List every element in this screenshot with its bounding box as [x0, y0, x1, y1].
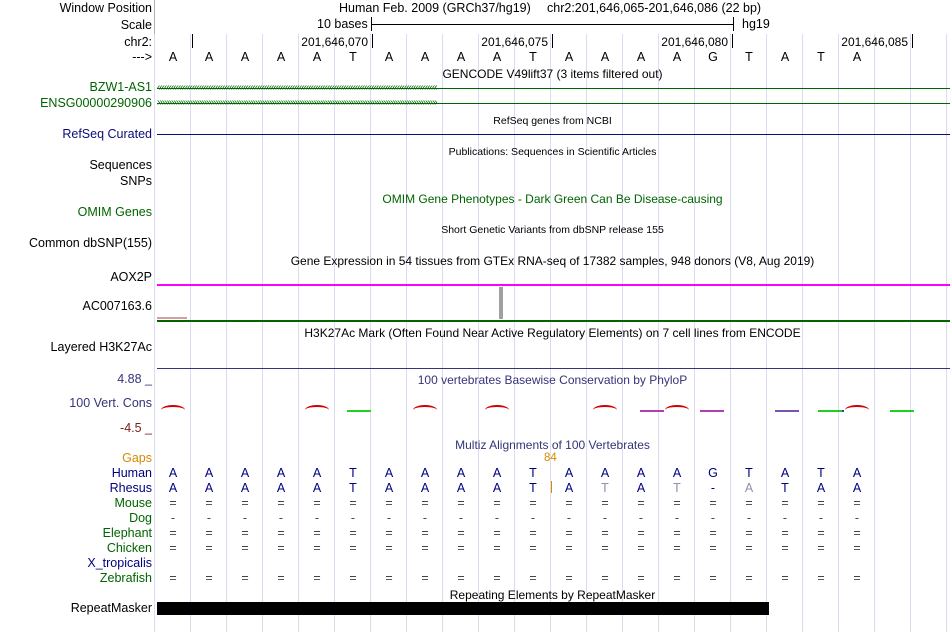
alignment-base: =: [673, 496, 681, 510]
alignment-base: A: [564, 481, 574, 495]
h3k27ac-track-title[interactable]: H3K27Ac Mark (Often Found Near Active Regulatory Elements) on 7 cell lines from ENCODE: [304, 326, 801, 340]
alignment-base: A: [456, 481, 466, 495]
alignment-base: =: [745, 541, 753, 555]
alignment-base: -: [170, 511, 176, 525]
alignment-base: G: [708, 466, 718, 480]
alignment-base: =: [853, 496, 861, 510]
base-letter: A: [384, 50, 394, 64]
alignment-base: =: [493, 496, 501, 510]
omim-track-title[interactable]: OMIM Gene Phenotypes - Dark Green Can Be Disease-causing: [382, 192, 723, 206]
base-letter: A: [420, 50, 430, 64]
species-label[interactable]: Human: [111, 466, 152, 480]
alignment-base: -: [458, 511, 464, 525]
ruler-tick: [732, 34, 733, 48]
alignment-base: A: [168, 466, 178, 480]
gap-count[interactable]: 84: [544, 452, 557, 464]
alignment-base: =: [673, 571, 681, 585]
alignment-base: T: [349, 481, 357, 495]
phylop-peak: [845, 405, 869, 415]
alignment-base: =: [709, 571, 717, 585]
alignment-base: -: [746, 511, 752, 525]
gencode-gene1-label[interactable]: BZW1-AS1: [89, 80, 152, 94]
alignment-base: =: [781, 496, 789, 510]
alignment-base: =: [277, 541, 285, 555]
gtex-gene2-line[interactable]: [157, 320, 950, 322]
alignment-base: A: [204, 466, 214, 480]
alignment-base: =: [457, 496, 465, 510]
alignment-base: =: [529, 541, 537, 555]
alignment-base: T: [529, 481, 537, 495]
gencode-gene2-label[interactable]: ENSG00000290906: [40, 96, 152, 110]
gtex-small-bar: [157, 317, 187, 319]
species-label[interactable]: Mouse: [114, 496, 152, 510]
omim-track-label[interactable]: OMIM Genes: [77, 205, 152, 219]
alignment-base: -: [674, 511, 680, 525]
alignment-base: =: [205, 496, 213, 510]
phylop-peak: [305, 405, 329, 415]
alignment-base: =: [313, 526, 321, 540]
alignment-base: =: [385, 571, 393, 585]
base-letter: A: [276, 50, 286, 64]
alignment-base: A: [420, 466, 430, 480]
phylop-track-title[interactable]: 100 vertebrates Basewise Conservation by PhyloP: [417, 373, 688, 387]
alignment-base: -: [242, 511, 248, 525]
base-letter: A: [780, 50, 790, 64]
alignment-base: -: [782, 511, 788, 525]
gencode-gene2-feature[interactable]: [157, 97, 950, 109]
base-letter: T: [745, 50, 753, 64]
multiz-track-title[interactable]: Multiz Alignments of 100 Vertebrates: [455, 438, 650, 452]
gtex-gene2-label[interactable]: AC007163.6: [82, 299, 152, 313]
db-label: hg19: [742, 17, 770, 31]
alignment-base: =: [421, 496, 429, 510]
alignment-base: =: [565, 541, 573, 555]
alignment-base: A: [420, 481, 430, 495]
alignment-base: =: [709, 526, 717, 540]
phylop-value: [640, 410, 664, 412]
base-letter: T: [349, 50, 357, 64]
phylop-peak: [485, 405, 509, 415]
alignment-base: =: [745, 496, 753, 510]
refseq-feature[interactable]: [157, 134, 950, 135]
alignment-base: A: [780, 466, 790, 480]
alignment-base: =: [781, 571, 789, 585]
alignment-base: =: [241, 496, 249, 510]
alignment-base: =: [637, 496, 645, 510]
gtex-expression-bar[interactable]: [499, 287, 503, 319]
alignment-base: =: [745, 526, 753, 540]
base-letter: A: [564, 50, 574, 64]
repeatmasker-feature[interactable]: [157, 602, 769, 615]
alignment-base: A: [312, 481, 322, 495]
alignment-base: =: [385, 541, 393, 555]
phylop-value: [775, 410, 799, 412]
alignment-base: -: [854, 511, 860, 525]
alignment-base: =: [673, 526, 681, 540]
alignment-base: -: [278, 511, 284, 525]
alignment-base: =: [349, 526, 357, 540]
alignment-base: =: [169, 571, 177, 585]
ruler-position-label: 201,646,080: [661, 35, 728, 49]
phylop-value: [890, 410, 914, 412]
alignment-base: =: [169, 496, 177, 510]
alignment-base: A: [240, 466, 250, 480]
alignment-base: A: [636, 481, 646, 495]
refseq-track-label[interactable]: RefSeq Curated: [62, 127, 152, 141]
alignment-base: =: [853, 541, 861, 555]
alignment-base: -: [422, 511, 428, 525]
alignment-base: =: [673, 541, 681, 555]
window-coords: chr2:201,646,065-201,646,086 (22 bp): [547, 1, 762, 15]
alignment-base: -: [818, 511, 824, 525]
alignment-base: A: [168, 481, 178, 495]
ruler-position-label: 201,646,070: [301, 35, 368, 49]
window-position-label: Window Position: [59, 1, 152, 15]
alignment-base: =: [529, 496, 537, 510]
alignment-base: T: [601, 481, 609, 495]
alignment-base: T: [817, 466, 825, 480]
scale-bar-text: 10 bases: [317, 17, 368, 31]
alignment-base: =: [529, 571, 537, 585]
publications-track-title[interactable]: Publications: Sequences in Scientific Articles: [448, 146, 657, 158]
alignment-base: -: [314, 511, 320, 525]
alignment-base: A: [600, 466, 610, 480]
alignment-base: =: [601, 526, 609, 540]
scale-label: Scale: [120, 18, 152, 32]
alignment-base: =: [349, 571, 357, 585]
base-letter: A: [456, 50, 466, 64]
alignment-base: T: [529, 466, 537, 480]
phylop-max-label: 4.88 _: [117, 372, 152, 386]
alignment-base: =: [493, 571, 501, 585]
alignment-base: =: [241, 526, 249, 540]
alignment-base: =: [385, 526, 393, 540]
alignment-base: =: [457, 526, 465, 540]
alignment-base: =: [709, 496, 717, 510]
alignment-base: =: [565, 496, 573, 510]
alignment-base: =: [421, 571, 429, 585]
ruler-tick: [912, 34, 913, 48]
alignment-base: =: [709, 541, 717, 555]
base-letter: A: [636, 50, 646, 64]
base-letter: A: [600, 50, 610, 64]
alignment-base: T: [745, 466, 753, 480]
alignment-base: A: [672, 466, 682, 480]
alignment-base: =: [457, 541, 465, 555]
alignment-base: A: [240, 481, 250, 495]
alignment-base: =: [241, 571, 249, 585]
alignment-base: =: [817, 541, 825, 555]
base-letter: T: [529, 50, 537, 64]
base-letter: G: [708, 50, 718, 64]
phylop-peak: [413, 405, 437, 415]
species-label[interactable]: Chicken: [106, 541, 152, 555]
gtex-gene1-line[interactable]: [157, 284, 950, 286]
alignment-base: A: [276, 481, 286, 495]
alignment-base: =: [421, 541, 429, 555]
alignment-base: A: [564, 466, 574, 480]
phylop-min-label: -4.5 _: [120, 421, 152, 435]
alignment-base: =: [277, 526, 285, 540]
alignment-base: =: [277, 496, 285, 510]
gencode-track-title[interactable]: GENCODE V49lift37 (3 items filtered out): [442, 67, 663, 81]
alignment-base: A: [312, 466, 322, 480]
phylop-value: [700, 410, 724, 412]
alignment-base: T: [781, 481, 789, 495]
alignment-base: =: [637, 541, 645, 555]
gtex-track-title[interactable]: Gene Expression in 54 tissues from GTEx RNA-seq of 17382 samples, 948 donors (V8, Aug 2019): [290, 254, 815, 268]
species-label[interactable]: Dog: [129, 511, 152, 525]
dbsnp-track-title[interactable]: Short Genetic Variants from dbSNP release 155: [441, 224, 664, 236]
alignment-base: A: [204, 481, 214, 495]
alignment-base: =: [169, 541, 177, 555]
alignment-base: -: [638, 511, 644, 525]
alignment-base: =: [205, 541, 213, 555]
alignment-base: A: [492, 466, 502, 480]
base-letter: A: [672, 50, 682, 64]
alignment-base: =: [853, 571, 861, 585]
alignment-base: -: [494, 511, 500, 525]
alignment-base: T: [673, 481, 681, 495]
phylop-value: [818, 410, 842, 412]
alignment-base: -: [530, 511, 536, 525]
alignment-base: =: [853, 526, 861, 540]
alignment-base: =: [205, 571, 213, 585]
ruler-tick: [372, 34, 373, 48]
strand-arrows: ‹‹‹‹‹‹‹‹‹‹‹‹‹‹‹‹‹‹‹‹‹‹‹‹‹‹‹‹‹‹‹‹‹‹‹‹‹‹‹‹‹‹‹‹‹‹‹‹‹‹‹‹‹‹‹‹‹‹‹‹‹‹‹‹‹‹‹‹‹‹‹‹‹‹‹‹‹‹‹‹‹‹‹‹‹‹‹‹‹‹‹‹‹‹‹‹‹‹‹‹‹‹‹‹‹‹‹‹‹‹‹‹‹‹‹‹‹‹‹‹: [157, 82, 437, 93]
repeatmasker-track-label[interactable]: RepeatMasker: [70, 601, 152, 615]
base-letter: A: [168, 50, 178, 64]
alignment-base: A: [276, 466, 286, 480]
species-label[interactable]: Elephant: [102, 526, 152, 540]
alignment-base: =: [349, 496, 357, 510]
alignment-base: =: [601, 571, 609, 585]
dbsnp-track-label[interactable]: Common dbSNP(155): [29, 236, 152, 250]
alignment-base: =: [817, 526, 825, 540]
alignment-base: =: [601, 496, 609, 510]
alignment-base: =: [565, 571, 573, 585]
chrom-label: chr2:: [124, 35, 152, 49]
h3k27ac-track-label[interactable]: Layered H3K27Ac: [50, 340, 152, 354]
alignment-base: A: [852, 481, 862, 495]
base-letter: T: [817, 50, 825, 64]
gencode-gene1-feature[interactable]: [157, 82, 950, 94]
base-letter: A: [240, 50, 250, 64]
species-label[interactable]: Zebrafish: [99, 571, 152, 585]
phylop-track-label[interactable]: 100 Vert. Cons: [69, 396, 152, 410]
alignment-base: =: [817, 571, 825, 585]
alignment-base: A: [852, 466, 862, 480]
base-letter: A: [852, 50, 862, 64]
alignment-base: =: [313, 496, 321, 510]
alignment-base: -: [350, 511, 356, 525]
alignment-base: =: [601, 541, 609, 555]
refseq-track-title[interactable]: RefSeq genes from NCBI: [493, 115, 612, 127]
alignment-base: =: [385, 496, 393, 510]
alignment-base: -: [566, 511, 572, 525]
alignment-base: -: [206, 511, 212, 525]
alignment-base: =: [493, 541, 501, 555]
gaps-label: Gaps: [122, 451, 152, 465]
alignment-base: =: [349, 541, 357, 555]
alignment-base: =: [637, 526, 645, 540]
scale-bar-right-end: [733, 17, 734, 31]
phylop-peak: [593, 405, 617, 415]
base-letter: A: [492, 50, 502, 64]
alignment-base: A: [384, 466, 394, 480]
alignment-base: =: [421, 526, 429, 540]
phylop-peak: [665, 405, 689, 415]
base-letter: A: [204, 50, 214, 64]
strand-arrow-label[interactable]: --->: [132, 50, 152, 64]
assembly-text: Human Feb. 2009 (GRCh37/hg19): [339, 1, 531, 15]
gap-marker: [551, 481, 552, 493]
ruler-position-label: 201,646,085: [841, 35, 908, 49]
alignment-base: -: [602, 511, 608, 525]
alignment-base: A: [636, 466, 646, 480]
alignment-base: -: [710, 481, 716, 495]
alignment-base: =: [817, 496, 825, 510]
h3k27ac-baseline: [157, 368, 950, 369]
alignment-base: =: [565, 526, 573, 540]
alignment-base: -: [710, 511, 716, 525]
phylop-peak: [161, 405, 185, 415]
scale-bar: [371, 24, 734, 25]
alignment-base: =: [277, 571, 285, 585]
strand-arrows: ››››››››››››››››››››››››››››››››››››››››››››››››››››››››››››››››››››››››››››››››››››››››››››››››››››››››››››››››››››››››: [157, 97, 437, 108]
ruler-tick: [552, 34, 553, 48]
alignment-base: =: [781, 526, 789, 540]
species-label[interactable]: X_tropicalis: [87, 556, 152, 570]
alignment-base: =: [241, 541, 249, 555]
alignment-base: T: [349, 466, 357, 480]
alignment-base: A: [816, 481, 826, 495]
alignment-base: =: [205, 526, 213, 540]
alignment-base: =: [457, 571, 465, 585]
alignment-base: =: [313, 541, 321, 555]
phylop-value: [347, 410, 371, 412]
alignment-base: =: [745, 571, 753, 585]
alignment-base: A: [456, 466, 466, 480]
alignment-base: A: [744, 481, 754, 495]
repeatmasker-track-title[interactable]: Repeating Elements by RepeatMasker: [449, 588, 656, 602]
alignment-base: =: [169, 526, 177, 540]
alignment-base: A: [492, 481, 502, 495]
alignment-base: A: [384, 481, 394, 495]
base-letter: A: [312, 50, 322, 64]
alignment-base: -: [386, 511, 392, 525]
alignment-base: =: [781, 541, 789, 555]
species-label[interactable]: Rhesus: [109, 481, 152, 495]
ruler-position-label: 201,646,075: [481, 35, 548, 49]
alignment-base: =: [529, 526, 537, 540]
sequences-track-label[interactable]: Sequences: [89, 158, 152, 172]
gtex-gene1-label[interactable]: AOX2P: [110, 270, 152, 284]
alignment-base: =: [313, 571, 321, 585]
alignment-base: =: [493, 526, 501, 540]
alignment-base: =: [637, 571, 645, 585]
ruler-tick: [192, 34, 193, 48]
snps-track-label[interactable]: SNPs: [120, 174, 152, 188]
